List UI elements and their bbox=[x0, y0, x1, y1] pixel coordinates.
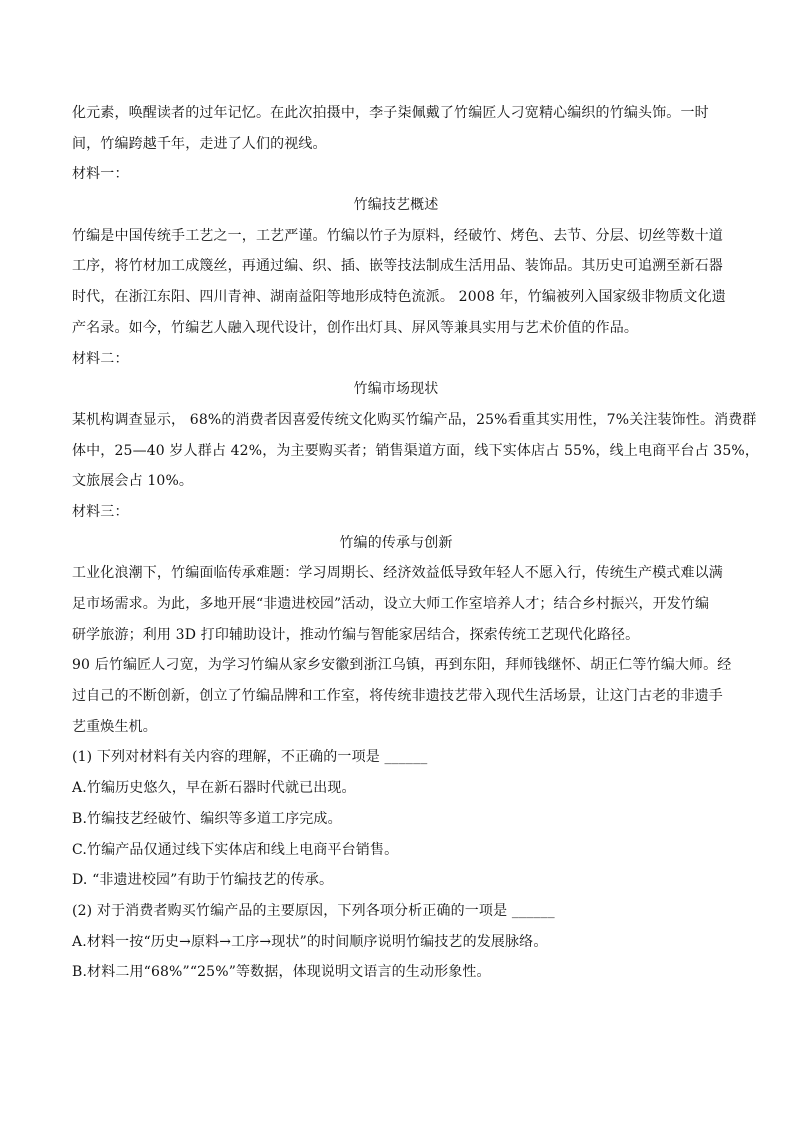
question-stem: (1) 下列对材料有关内容的理解，不正确的一项是 ______ bbox=[72, 749, 428, 766]
question-stem: (2) 对于消费者购买竹编产品的主要原因，下列各项分析正确的一项是 ______ bbox=[72, 902, 555, 919]
paragraph-line: 某机构调查显示， 68%的消费者因喜爱传统文化购买竹编产品，25%看重其实用性，7%关注装饰性。消费群 bbox=[72, 411, 757, 428]
paragraph-line: 文旅展会占 10%。 bbox=[72, 473, 194, 490]
material-title: 竹编的传承与创新 bbox=[339, 534, 453, 551]
material-title: 竹编技艺概述 bbox=[353, 197, 439, 214]
question-option: C.竹编产品仅通过线下实体店和线上电商平台销售。 bbox=[72, 841, 399, 858]
paragraph-line: 工序，将竹材加工成篾丝，再通过编、织、插、嵌等技法制成生活用品、装饰品。其历史可追溯至新石器 bbox=[72, 258, 723, 275]
paragraph-line: 时代，在浙江东阳、四川青神、湖南益阳等地形成特色流派。 2008 年，竹编被列入国家级非物质文化遗 bbox=[72, 289, 726, 306]
paragraph-line: 竹编是中国传统手工艺之一，工艺严谨。竹编以竹子为原料，经破竹、烤色、去节、分层、切丝等数十道 bbox=[72, 227, 723, 244]
intro-line: 化元素，唤醒读者的过年记忆。在此次拍摄中，李子柒佩戴了竹编匠人刁宽精心编织的竹编头饰。一时 bbox=[72, 105, 709, 121]
material-label: 材料一： bbox=[72, 166, 129, 183]
question-option: B.竹编技艺经破竹、编织等多道工序完成。 bbox=[72, 810, 342, 827]
paragraph-line: 艺重焕生机。 bbox=[72, 718, 157, 735]
material-label: 材料二： bbox=[72, 350, 129, 367]
question-option: A.竹编历史悠久，早在新石器时代就已出现。 bbox=[72, 780, 356, 797]
paragraph-line: 足市场需求。为此，多地开展“非遗进校园”活动，设立大师工作室培养人才；结合乡村振兴，开发竹编 bbox=[72, 596, 710, 612]
paragraph-line: 产名录。如今，竹编艺人融入现代设计，创作出灯具、屏风等兼具实用与艺术价值的作品。 bbox=[72, 319, 638, 336]
question-option: A.材料一按“历史→原料→工序→现状”的时间顺序说明竹编技艺的发展脉络。 bbox=[72, 933, 548, 950]
paragraph-line: 研学旅游；利用 3D 打印辅助设计，推动竹编与智能家居结合，探索传统工艺现代化路径。 bbox=[72, 626, 640, 643]
material-label: 材料三： bbox=[72, 503, 129, 520]
paragraph-line: 90 后竹编匠人刁宽，为学习竹编从家乡安徽到浙江乌镇，再到东阳，拜师钱继怀、胡正仁等竹编大师。经 bbox=[72, 657, 732, 674]
question-option: B.材料二用“68%”“25%”等数据，体现说明文语言的生动形象性。 bbox=[72, 964, 491, 981]
question-option: D. “非遗进校园”有助于竹编技艺的传承。 bbox=[72, 872, 334, 889]
document-content bbox=[72, 98, 760, 988]
paragraph-line: 体中，25—40 岁人群占 42%，为主要购买者；销售渠道方面，线下实体店占 55%，线上电商平台占 35%， bbox=[72, 442, 760, 459]
paragraph-line: 工业化浪潮下，竹编面临传承难题：学习周期长、经济效益低导致年轻人不愿入行，传统生产模式难以满 bbox=[72, 565, 723, 582]
intro-line: 间，竹编跨越千年，走进了人们的视线。 bbox=[72, 135, 327, 152]
paragraph-line: 过自己的不断创新，创立了竹编品牌和工作室，将传统非遗技艺带入现代生活场景，让这门古老的非遗手 bbox=[72, 688, 723, 705]
material-title: 竹编市场现状 bbox=[353, 381, 439, 398]
